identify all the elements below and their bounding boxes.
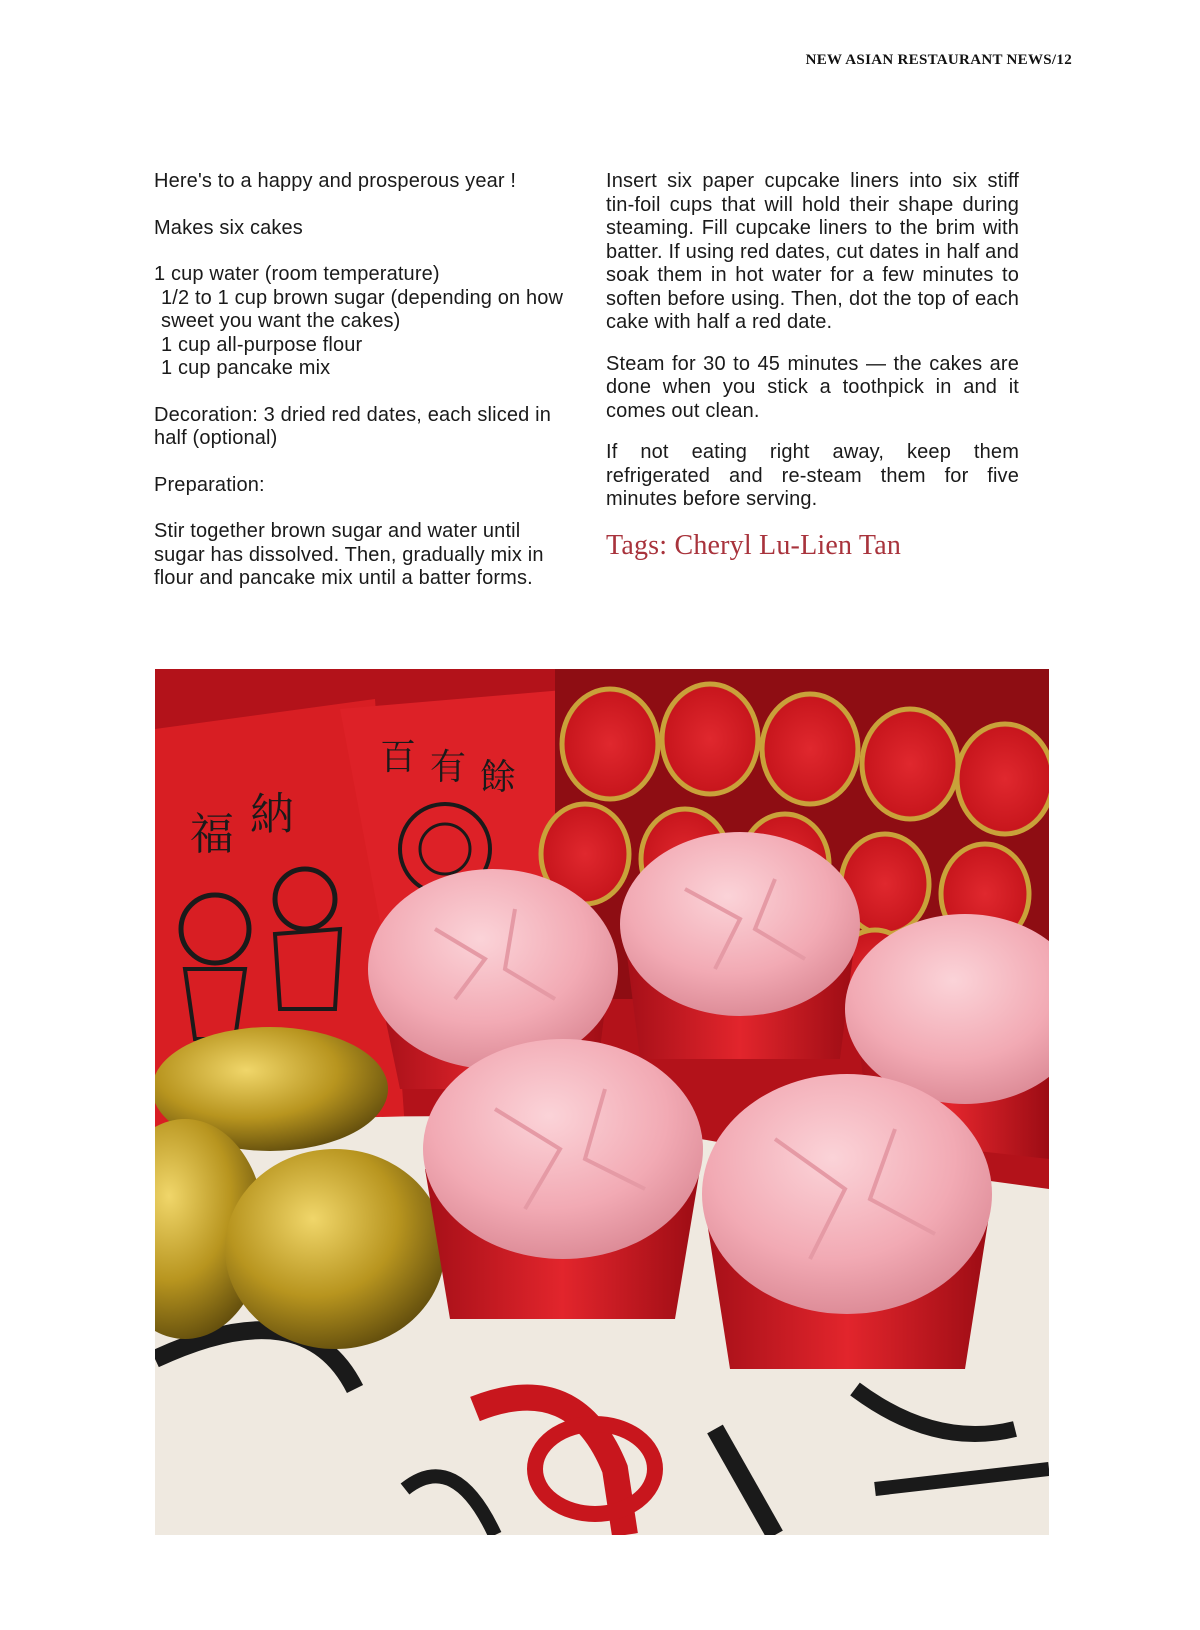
ingredient-item: 1 cup all-purpose flour xyxy=(161,333,363,356)
svg-text:納: 納 xyxy=(250,789,294,840)
svg-text:百: 百 xyxy=(380,737,417,778)
svg-text:餘: 餘 xyxy=(480,757,517,798)
yield-line: Makes six cakes xyxy=(154,216,303,239)
left-column xyxy=(154,170,574,591)
preparation-step-3: Steam for 30 to 45 minutes — the cakes are done when you stick a toothpick in and it comes out clean. xyxy=(606,352,1019,422)
preparation-step-2: Insert six paper cupcake liners into six stiff tin-foil cups that will hold their shape during steaming. Fill cupcake liners to the brim with batter. If using red dates, cut dates in half and soak them in hot water for a few minutes to soften before using. Then, dot the top of each cake with half a red date. xyxy=(606,170,1019,333)
tags-link[interactable]: Tags: Cheryl Lu-Lien Tan xyxy=(606,529,902,561)
steamed-cupcake xyxy=(702,1074,992,1369)
ingredient-item: 1/2 to 1 cup brown sugar (depending on how sweet you want the cakes) xyxy=(161,286,564,332)
preparation-step-1: Stir together brown sugar and water until sugar has dissolved. Then, gradually mix in flour and pancake mix until a batter forms. xyxy=(154,520,544,589)
pink-steamed-cupcakes-photo xyxy=(155,669,1049,1535)
svg-text:有: 有 xyxy=(430,747,467,788)
preparation-step-4: If not eating right away, keep them refrigerated and re-steam them for five minutes before serving. xyxy=(606,441,1019,510)
steamed-cupcake xyxy=(620,832,860,1059)
ingredient-item: 1 cup water (room temperature) xyxy=(154,263,440,285)
preparation-heading: Preparation: xyxy=(154,473,265,496)
intro-line: Here's to a happy and prosperous year ! xyxy=(154,170,517,192)
right-column xyxy=(606,170,1019,562)
steamed-cupcake xyxy=(423,1039,703,1319)
ingredient-item: 1 cup pancake mix xyxy=(161,357,331,379)
ingredient-list xyxy=(154,263,574,381)
running-head: NEW ASIAN RESTAURANT NEWS/12 xyxy=(805,52,1072,68)
svg-text:福: 福 xyxy=(190,809,234,860)
decoration-line: Decoration: 3 dried red dates, each sliced in half (optional) xyxy=(154,403,551,449)
